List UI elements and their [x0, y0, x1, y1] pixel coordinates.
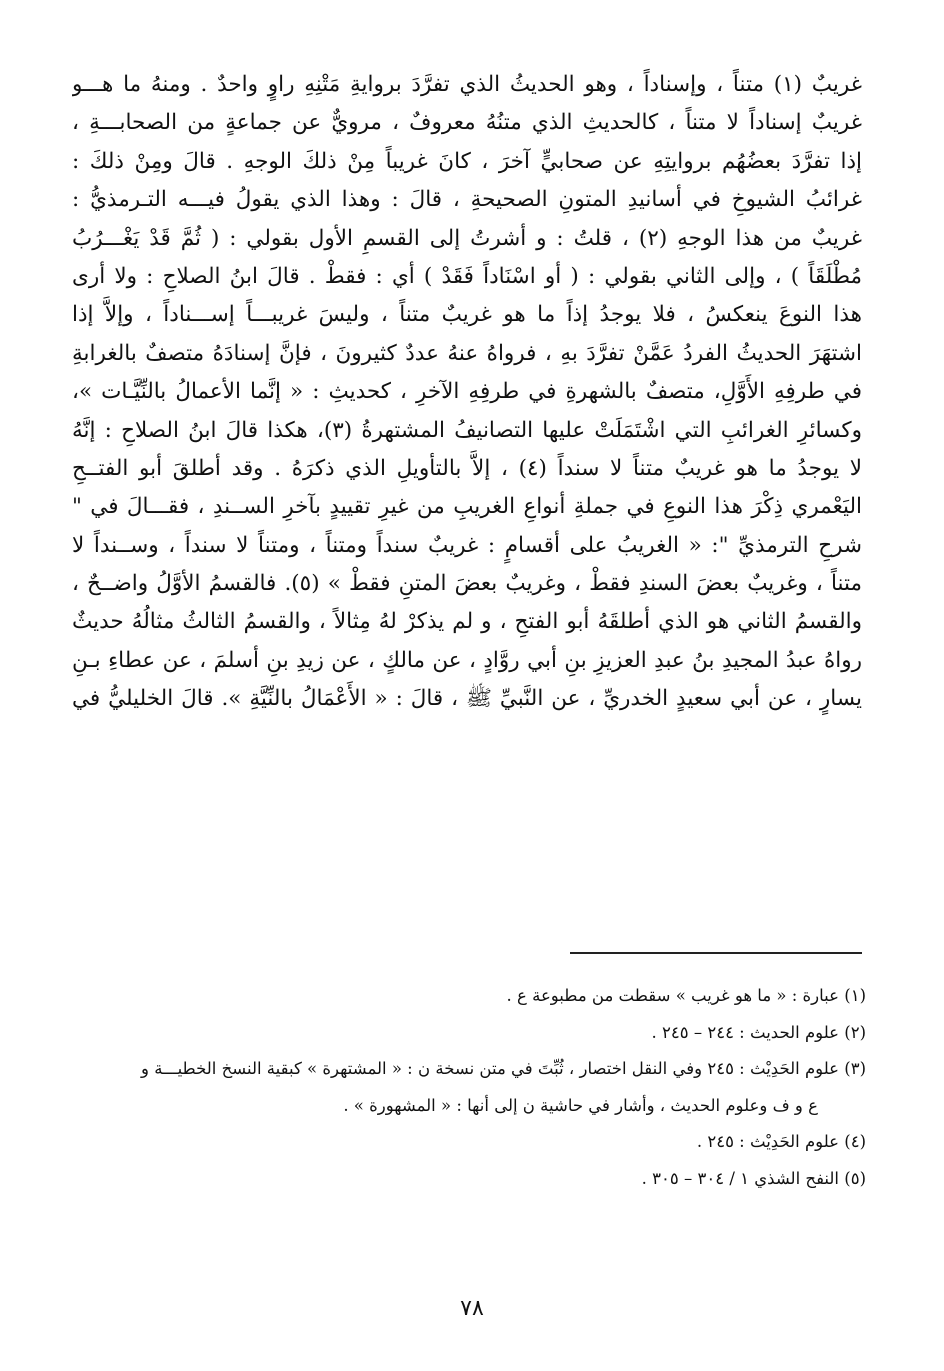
footnotes: [66, 978, 866, 1197]
text-line: لا يوجدُ ما هو غريبٌ متناً لا سنداً (٤) ، إلاَّ بالتأويلِ الذي ذكرَهُ . وقد أطلقَ أبو الفتــحِ: [72, 455, 862, 481]
footnote-4: (٤) علوم الحَدِيْث : ٢٤٥ .: [696, 1132, 866, 1151]
footnote-3-continued: ع و ف وعلوم الحديث ، وأشار في حاشية ن إلى أنها : « المشهورة » .: [343, 1095, 818, 1115]
text-line: والقسمُ الثاني هو الذي أطلقَهُ أبو الفتحِ ، و لم يذكرْ لهُ مِثالاً ، والقسمُ الثالثُ مثالُهُ حديثٌ: [72, 609, 862, 635]
text-line: اشتهَرَ الحديثُ الفردُ عَمَّنْ تفرَّدَ بهِ ، فرواهُ عنهُ عددٌ كثيرونَ ، فإنَّ إسنادَهُ متصفٌ بالغرابةِ: [72, 340, 862, 366]
text-line: شرحِ الترمذيِّ ": « الغريبُ على أقسامٍ : غريبٌ سنداً ومتناً ، ومتناً لا سنداً ، وســنداً لا: [72, 532, 862, 558]
text-line: يسارٍ ، عن أبي سعيدٍ الخدريِّ ، عن النَّبيِّ ﷺ ، قالَ : « الأَعْمَالُ بالنِّيَّةِ ». قالَ الخليليُّ في: [72, 686, 862, 712]
footnote-1: (١) عبارة : « ما هو غريب » سقطت من مطبوعة ع .: [506, 986, 866, 1005]
footnote-2: (٢) علوم الحديث : ٢٤٤ – ٢٤٥ .: [651, 1022, 866, 1042]
main-text: [72, 66, 862, 719]
text-line: إذا تفرَّدَ بعضُهُم بروايتِهِ عن صحابيٍّ آخرَ ، كانَ غريباً مِنْ ذلكَ الوجهِ . قالَ ومِنْ ذلكَ :: [72, 148, 862, 174]
text-line: رواهُ عبدُ المجيدِ بنُ عبدِ العزيزِ بنِ أبي روَّادٍ ، عن مالكٍ ، عن زيدِ بنِ أسلمَ ، عن عطاءِ بـنِ: [72, 647, 862, 673]
text-line: وكسائرِ الغرائبِ التي اشْتَمَلَتْ عليها التصانيفُ المشتهرةُ (٣)، هكذا قالَ ابنُ الصلاحِ : إنَّهُ: [72, 417, 862, 443]
text-line: اليَعْمري ذِكْرَ هذا النوعِ في جملةِ أنواعِ الغريبِ من غيرِ تقييدٍ بآخرِ الســندِ ، فقـــالَ في ": [72, 494, 862, 520]
footnote-5: (٥) النفح الشذي ١ / ٣٠٤ – ٣٠٥ .: [641, 1168, 866, 1188]
text-line: غريبٌ (١) متناً ، وإسناداً ، وهو الحديثُ الذي تفرَّدَ بروايةِ مَتْنِهِ راوٍ واحدٌ . ومنهُ ما هـــو: [72, 72, 862, 97]
page-number: ٧٨: [460, 1296, 484, 1321]
text-line: هذا النوعَ ينعكسُ ، فلا يوجدُ إذاً ما هو غريبٌ متناً ، وليسَ غريبـــاً إســـناداً ، وإلاَّ إذا: [72, 302, 862, 328]
text-line: متناً ، وغريبٌ بعضَ السندِ فقطْ ، وغريبٌ بعضَ المتنِ فقطْ » (٥). فالقسمُ الأوَّلُ واضــحٌ ،: [72, 571, 862, 597]
text-line: غريبٌ إسناداً لا متناً ، كالحديثِ الذي متنُهُ معروفٌ ، مرويٌّ عن جماعةٍ من الصحابـــةِ ،: [72, 110, 862, 136]
footnote-separator: [570, 952, 862, 954]
text-line: غريبٌ من هذا الوجهِ (٢) ، قلتُ : و أشرتُ إلى القسمِ الأول بقولي : ( ثُمَّ قَدْ يَغْـــرُبُ: [72, 225, 862, 251]
text-line: في طرفِهِ الأَوَّلِ، متصفٌ بالشهرةِ في طرفِهِ الآخرِ ، كحديثِ : « إنَّما الأعمالُ بالنِّيَّـات »،: [72, 379, 862, 405]
footnote-3: (٣) علوم الحَدِيْث : ٢٤٥ وفي النقل اختصار ، ثُبِّتَ في متن نسخة ن : « المشتهرة » كبقية النسخ الخطيـــة و: [141, 1059, 866, 1078]
text-line: غرائبُ الشيوخِ في أسانيدِ المتونِ الصحيحةِ ، قالَ : وهذا الذي يقولُ فيـــه التـرمذيُّ :: [72, 187, 862, 213]
text-line: مُطْلَقَاً ) ، وإلى الثاني بقولي : ( أو اسْنَاداً فَقَدْ ) أي : فقطْ . قالَ ابنُ الصلاحِ : ولا أرى: [72, 263, 862, 289]
